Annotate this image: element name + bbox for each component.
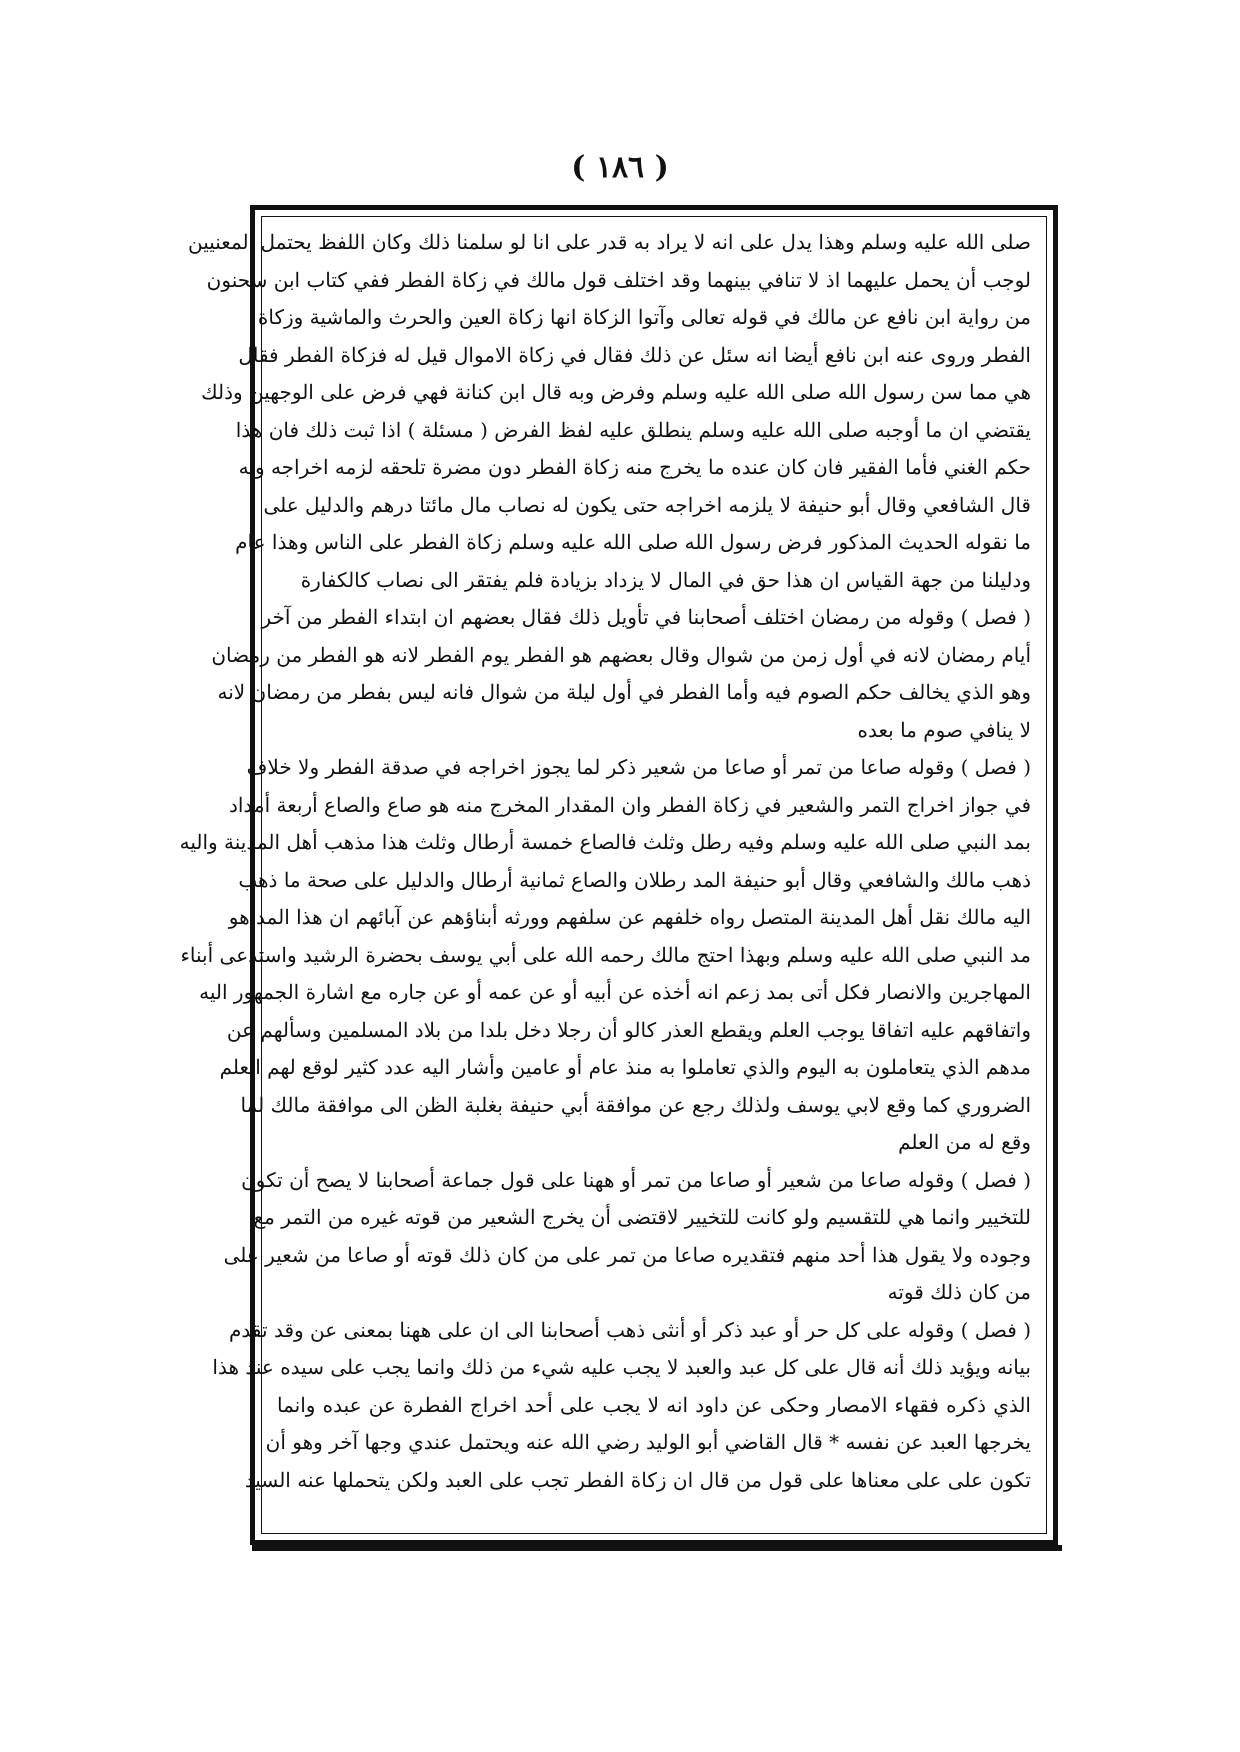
text-line: من رواية ابن نافع عن مالك في قوله تعالى وآتوا الزكاة انها زكاة العين والحرث والماشية وزكاة: [257, 305, 1031, 329]
text-line: تكون على على معناها على قول من قال ان زكاة الفطر تجب على العبد ولكن يتحملها عنه السيد: [244, 1467, 1031, 1492]
text-line: وجوده ولا يقول هذا أحد منهم فتقديره صاعا من تمر على من كان ذلك قوته أو صاعا من شعير على: [223, 1242, 1031, 1267]
text-line: حكم الغني فأما الفقير فان كان عنده ما يخرج منه زكاة الفطر دون مضرة تلحقه لزمه اخراجه وبه: [238, 455, 1031, 479]
text-line: ودليلنا من جهة القياس ان هذا حق في المال لا يزداد بزيادة فلم يفتقر الى نصاب كالكفارة: [300, 567, 1031, 592]
text-line: ( فصل ) وقوله على كل حر أو عبد ذكر أو أنثى ذهب أصحابنا الى ان على ههنا بمعنى عن وقد تقدم: [229, 1317, 1031, 1342]
page-number: ( ١٨٦ ): [571, 150, 669, 185]
text-line: للتخيير وانما هي للتقسيم ولو كانت للتخيير لاقتضى أن يخرج الشعير من قوته غيره من التمر مع: [253, 1205, 1031, 1229]
text-line: ( فصل ) وقوله من رمضان اختلف أصحابنا في تأويل ذلك فقال بعضهم ان ابتداء الفطر من آخر: [261, 605, 1031, 629]
text-line: ذهب مالك والشافعي وقال أبو حنيفة المد رطلان والصاع ثمانية أرطال والدليل على صحة ما ذهب: [238, 867, 1031, 892]
text-line: لوجب أن يحمل عليهما اذ لا تنافي بينهما وقد اختلف قول مالك في زكاة الفطر ففي كتاب ابن سحنون: [206, 267, 1031, 292]
text-line: ما نقوله الحديث المذكور فرض رسول الله صلى الله عليه وسلم زكاة الفطر على الناس وهذا عام: [235, 530, 1031, 554]
text-body: [179, 224, 1031, 1530]
text-line: اليه مالك نقل أهل المدينة المتصل رواه خلفهم عن سلفهم وورثه أبناؤهم عن آبائهم ان هذا المد هو: [228, 905, 1031, 929]
text-line: صلى الله عليه وسلم وهذا يدل على انه لا يراد به قدر على انا لو سلمنا ذلك وكان اللفظ يحتمل المعنيين: [187, 230, 1031, 254]
text-line: مدهم الذي يتعاملون به اليوم والذي تعاملوا به منذ عام أو عامين وأشار اليه عدد كثير لوقع لهم العلم: [219, 1055, 1031, 1079]
text-frame: [179, 205, 1058, 1545]
text-line: مد النبي صلى الله عليه وسلم وبهذا احتج مالك رحمه الله على أبي يوسف بحضرة الرشيد واستدعى أبناء: [180, 942, 1031, 967]
text-line: وقع له من العلم: [898, 1130, 1031, 1154]
text-line: ( فصل ) وقوله صاعا من شعير أو صاعا من تمر أو ههنا على قول جماعة أصحابنا لا يصح أن تكون: [241, 1167, 1031, 1192]
text-line: الذي ذكره فقهاء الامصار وحكى عن داود انه لا يجب على أحد اخراج الفطرة عن عبده وانما: [277, 1392, 1031, 1417]
text-line: الفطر وروى عنه ابن نافع أيضا انه سئل عن ذلك فقال في زكاة الاموال قيل له فزكاة الفطر فقال: [238, 342, 1031, 367]
text-line: يخرجها العبد عن نفسه * قال القاضي أبو الوليد رضي الله عنه ويحتمل عندي وجها آخر وهو أن: [265, 1430, 1031, 1454]
text-line: بمد النبي صلى الله عليه وسلم وفيه رطل وثلث فالصاع خمسة أرطال وثلث هذا مذهب أهل المدينة واليه: [179, 830, 1031, 854]
text-line: من كان ذلك قوته: [887, 1280, 1031, 1304]
text-line: وهو الذي يخالف حكم الصوم فيه وأما الفطر في أول ليلة من شوال فانه ليس بفطر من رمضان لانه: [217, 680, 1031, 704]
text-line: لا ينافي صوم ما بعده: [857, 717, 1031, 742]
text-line: في جواز اخراج التمر والشعير في زكاة الفطر وان المقدار المخرج منه هو صاع والصاع أربعة أمداد: [228, 792, 1031, 817]
text-line: الضروري كما وقع لابي يوسف ولذلك رجع عن موافقة أبي حنيفة بغلبة الظن الى موافقة مالك لما: [240, 1092, 1031, 1117]
text-line: يقتضي ان ما أوجبه صلى الله عليه وسلم ينطلق عليه لفظ الفرض ( مسئلة ) اذا ثبت ذلك فان هذا: [235, 417, 1031, 442]
text-line: أيام رمضان لانه في أول زمن من شوال وقال بعضهم هو الفطر يوم الفطر لانه هو الفطر من رمضان: [211, 642, 1031, 667]
text-line: هي مما سن رسول الله صلى الله عليه وسلم وفرض وبه قال ابن كنانة فهي فرض على الوجهين وذلك: [201, 380, 1031, 404]
text-line: ( فصل ) وقوله صاعا من تمر أو صاعا من شعير ذكر لما يجوز اخراجه في صدقة الفطر ولا خلاف: [246, 755, 1031, 779]
text-line: بيانه ويؤيد ذلك أنه قال على كل عبد والعبد لا يجب عليه شيء من ذلك وانما يجب على سيده عند هذا: [212, 1355, 1031, 1379]
frame-bottom-rule: [252, 1545, 1062, 1551]
text-line: واتفاقهم عليه اتفاقا يوجب العلم ويقطع العذر كالو أن رجلا دخل بلدا من بلاد المسلمين وسألهم عن: [226, 1017, 1031, 1042]
text-line: قال الشافعي وقال أبو حنيفة لا يلزمه اخراجه حتى يكون له نصاب مال مائتا درهم والدليل على: [263, 492, 1031, 517]
text-line: المهاجرين والانصار فكل أتى بمد زعم انه أخذه عن أبيه أو عن عمه أو عن جاره مع اشارة الجمهور اليه: [199, 980, 1031, 1004]
